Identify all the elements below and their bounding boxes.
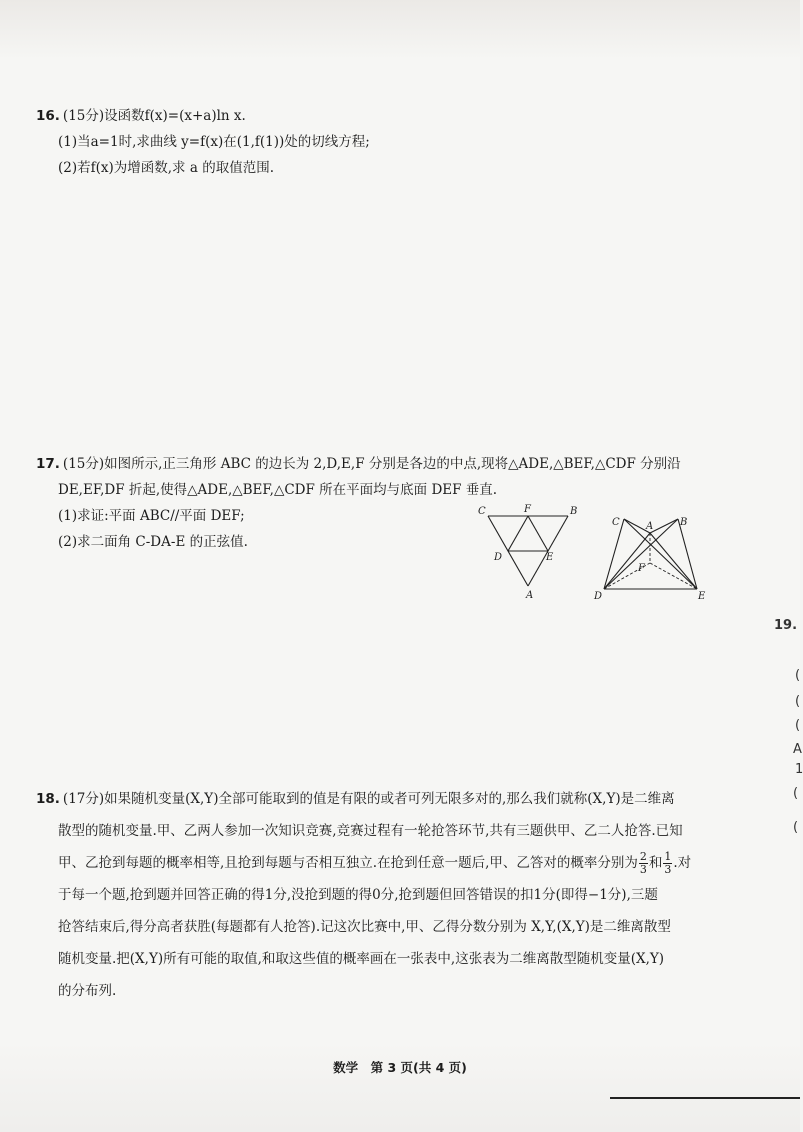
q18-line3-before: 甲、乙抢到每题的概率相等,且抢到每题与否相互独立.在抢到任意一题后,甲、乙答对的概率分别为 (58, 855, 638, 871)
margin-question-number: 19. (774, 618, 798, 633)
fig2-label-b: B (680, 517, 688, 528)
q17-part2: (2)求二面角 C-DA-E 的正弦值. (58, 534, 248, 550)
margin-frag-6: ( (793, 786, 799, 801)
q18-fraction-one-third (663, 851, 672, 876)
fig2-label-c: C (612, 517, 620, 528)
margin-frag-7: ( (793, 820, 799, 835)
frac2-den: 3 (664, 863, 672, 876)
q17-part1: (1)求证:平面 ABC//平面 DEF; (58, 508, 245, 524)
margin-frag-3: ( (795, 718, 801, 733)
fig2-label-a: A (646, 521, 654, 532)
margin-frag-5: 1 (795, 762, 803, 777)
q17-figure-folded-solid (590, 505, 715, 605)
fig1-label-a: A (526, 590, 534, 601)
frac2-num: 1 (664, 850, 672, 863)
margin-frag-2: ( (795, 694, 801, 709)
question-18 (36, 783, 691, 1007)
q16-part2: (2)若f(x)为增函数,求 a 的取值范围. (58, 160, 274, 176)
q18-line2: 散型的随机变量.甲、乙两人参加一次知识竞赛,竞赛过程有一轮抢答环节,共有三题供甲、乙二人抢答.已知 (58, 823, 683, 839)
fig1-label-c: C (478, 506, 486, 517)
fig1-label-b: B (570, 506, 578, 517)
q18-line3-after: .对 (673, 855, 692, 871)
q18-line3-mid: 和 (648, 855, 663, 871)
q18-number: 18. (36, 791, 60, 807)
q18-fraction-two-thirds (639, 851, 648, 876)
q16-number: 16. (36, 108, 60, 124)
q16-stem: (15分)设函数f(x)=(x+a)ln x. (62, 108, 246, 124)
q16-part1: (1)当a=1时,求曲线 y=f(x)在(1,f(1))处的切线方程; (58, 134, 370, 150)
q18-line6: 随机变量.把(X,Y)所有可能的取值,和取这些值的概率画在一张表中,这张表为二维离散型随机变量(X,Y) (58, 951, 665, 967)
q17-figure-flat-triangle (470, 500, 590, 605)
fig1-label-e: E (546, 552, 554, 563)
fig2-label-f: F (638, 563, 645, 574)
q18-line1: (17分)如果随机变量(X,Y)全部可能取到的值是有限的或者可列无限多对的,那么我们就称(X,Y)是二维离 (62, 791, 675, 807)
frac1-num: 2 (639, 850, 647, 863)
margin-frag-4: A (793, 742, 802, 757)
margin-frag-1: ( (795, 668, 801, 683)
q18-line5: 抢答结束后,得分高者获胜(每题都有人抢答).记这次比赛中,甲、乙得分数分别为 X,Y,(X,Y)是二维离散型 (58, 919, 671, 935)
page-footer: 数学 第 3 页(共 4 页) (333, 1060, 467, 1075)
fig2-label-e: E (698, 591, 706, 602)
bottom-edge-rule (610, 1097, 800, 1099)
fig1-label-f: F (524, 504, 531, 515)
q17-stem-1: (15分)如图所示,正三角形 ABC 的边长为 2,D,E,F 分别是各边的中点,现将△ADE,△BEF,△CDF 分别沿 (62, 456, 681, 472)
q18-line1-wrap (36, 783, 691, 815)
q17-number: 17. (36, 456, 60, 472)
fig1-label-d: D (494, 552, 503, 563)
q17-stem-line1 (36, 451, 681, 477)
q18-line4: 于每一个题,抢到题并回答正确的得1分,没抢到题的得0分,抢到题但回答错误的扣1分(即得−1分),三题 (58, 887, 658, 903)
q16-stem-line (36, 103, 370, 129)
fig2-label-d: D (594, 591, 603, 602)
question-16 (36, 103, 370, 181)
q18-line7: 的分布列. (58, 983, 117, 999)
q17-stem-line2: DE,EF,DF 折起,使得△ADE,△BEF,△CDF 所在平面均与底面 DEF 垂直. (58, 482, 498, 498)
q18-line3 (36, 847, 691, 879)
frac1-den: 3 (639, 863, 647, 876)
